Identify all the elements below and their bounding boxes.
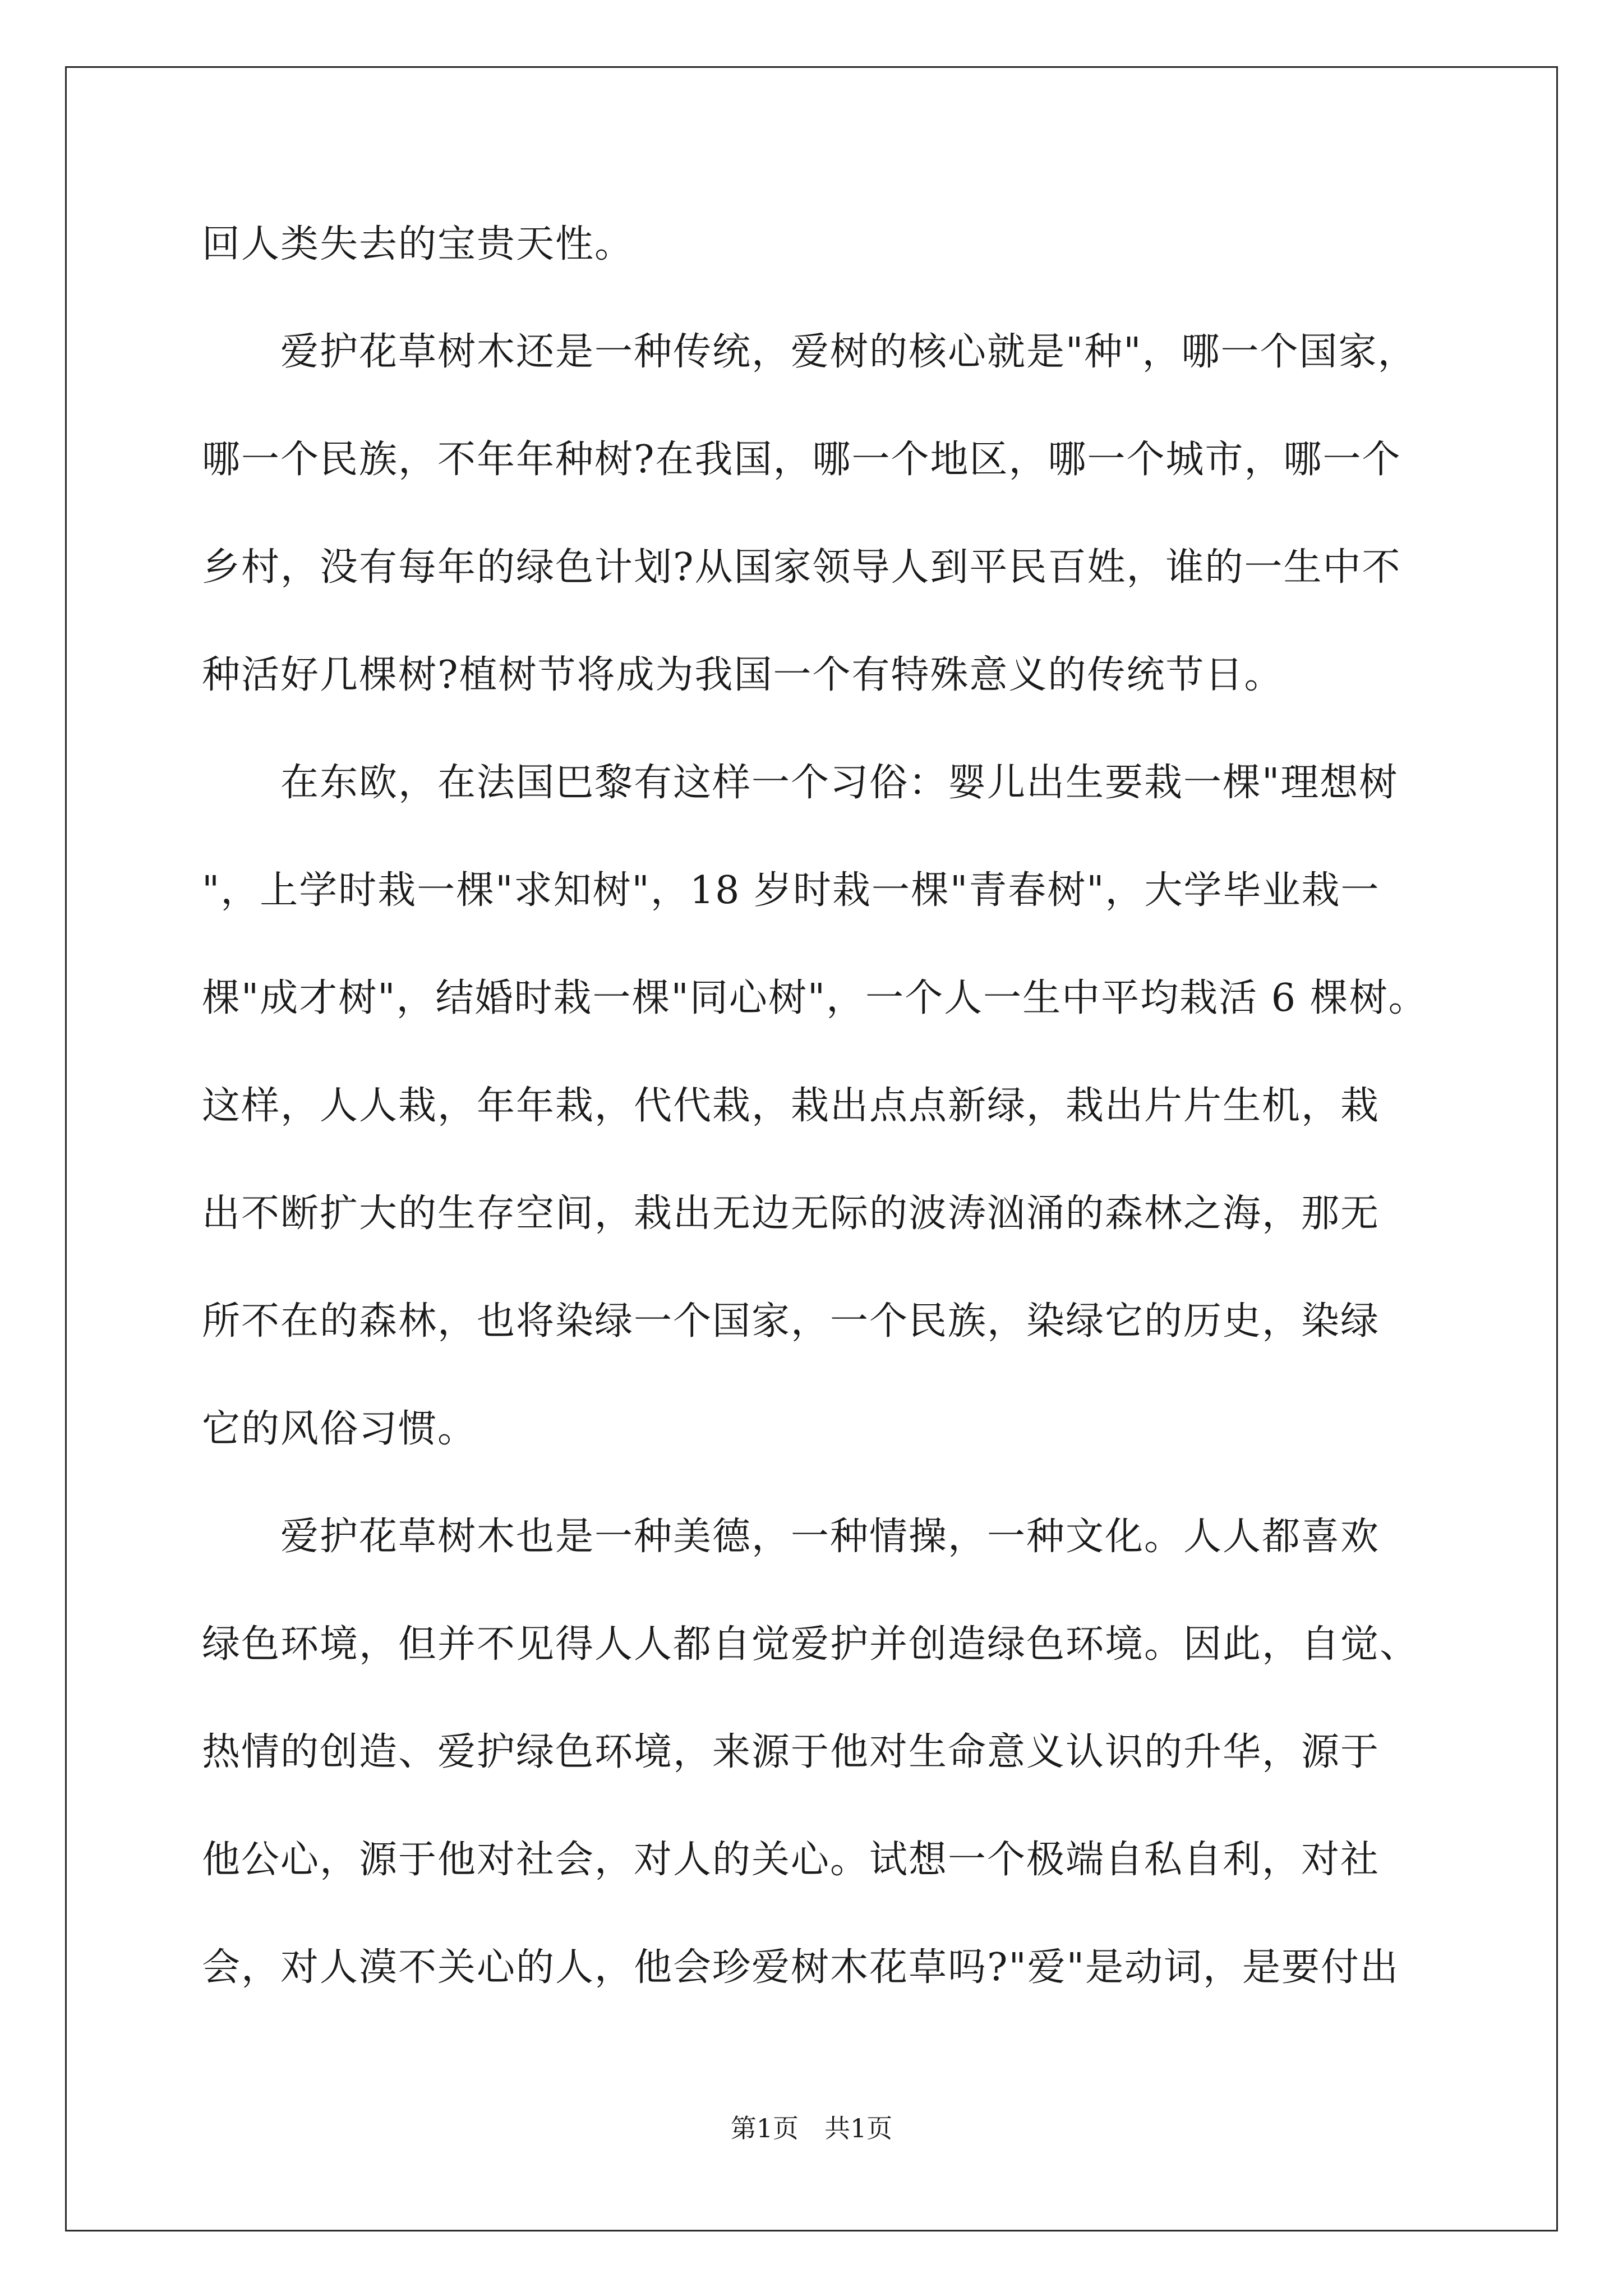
- text-line: 爱护花草树木也是一种美德，一种情操，一种文化。人人都喜欢: [202, 1515, 1380, 1559]
- text-line: "，上学时栽一棵"求知树"，18 岁时栽一棵"青春树"，大学毕业栽一: [202, 868, 1380, 913]
- text-line: 种活好几棵树?植树节将成为我国一个有特殊意义的传统节日。: [202, 653, 1284, 697]
- text-line: 棵"成才树"，结婚时栽一棵"同心树"，一个人一生中平均栽活 6 棵树。: [202, 976, 1428, 1020]
- text-line: 这样，人人栽，年年栽，代代栽，栽出点点新绿，栽出片片生机，栽: [202, 1084, 1380, 1128]
- page-footer: 第1页 共1页: [730, 2113, 893, 2143]
- text-line: 会，对人漠不关心的人，他会珍爱树木花草吗?"爱"是动词，是要付出: [202, 1945, 1400, 1990]
- text-line: 乡村，没有每年的绿色计划?从国家领导人到平民百姓，谁的一生中不: [202, 545, 1401, 590]
- text-line: 它的风俗习惯。: [202, 1407, 477, 1451]
- text-line: 他公心，源于他对社会，对人的关心。试想一个极端自私自利，对社: [202, 1838, 1380, 1882]
- text-line: 所不在的森林，也将染绿一个国家，一个民族，染绿它的历史，染绿: [202, 1299, 1380, 1343]
- text-line: 回人类失去的宝贵天性。: [202, 222, 634, 266]
- text-line: 热情的创造、爱护绿色环境，来源于他对生命意义认识的升华，源于: [202, 1730, 1380, 1774]
- text-line: 在东欧，在法国巴黎有这样一个习俗：婴儿出生要栽一棵"理想树: [202, 761, 1399, 805]
- text-line: 哪一个民族，不年年种树?在我国，哪一个地区，哪一个城市，哪一个: [202, 438, 1401, 482]
- text-line: 爱护花草树木还是一种传统，爱树的核心就是"种"，哪一个国家，: [202, 330, 1417, 374]
- page-border: [65, 66, 1558, 2231]
- text-line: 出不断扩大的生存空间，栽出无边无际的波涛汹涌的森林之海，那无: [202, 1191, 1380, 1236]
- text-line: 绿色环境，但并不见得人人都自觉爱护并创造绿色环境。因此，自觉、: [202, 1622, 1419, 1667]
